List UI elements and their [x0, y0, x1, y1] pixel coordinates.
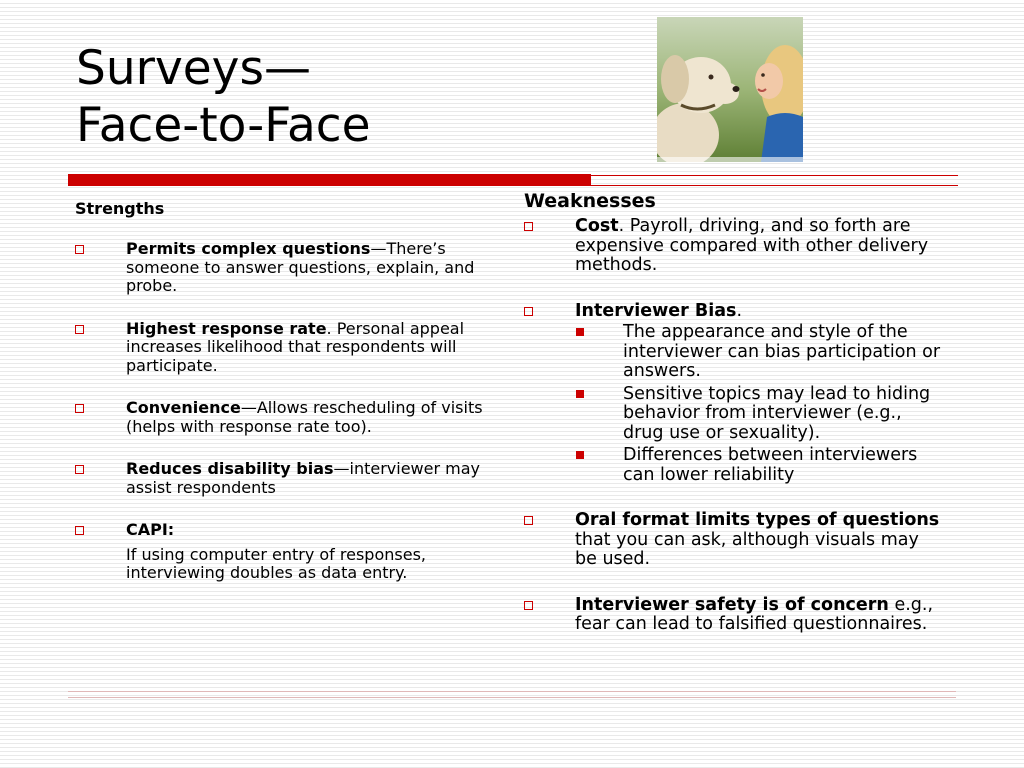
footer-divider-bottom [68, 697, 956, 698]
filled-square-bullet-icon [576, 451, 584, 459]
weakness-item [524, 596, 944, 635]
weakness-subitem [575, 446, 944, 485]
weaknesses-list [524, 217, 944, 635]
hollow-square-bullet-icon [75, 245, 84, 254]
strength-item [75, 399, 495, 436]
weakness-item [524, 217, 944, 276]
weakness-item-bold: Interviewer safety is of concern [575, 594, 889, 615]
strength-item-bold: Reduces disability bias [126, 459, 334, 478]
filled-square-bullet-icon [576, 390, 584, 398]
strength-item-text: . Personal appeal increases likelihood that respondents will participate. [126, 318, 465, 375]
interviewer-bias-sublist [575, 323, 944, 485]
weakness-subitem [575, 385, 944, 444]
weakness-item-bold: Interviewer Bias [575, 300, 737, 321]
strength-item-bold: Convenience [126, 398, 241, 417]
weakness-item [524, 302, 944, 486]
strength-item-bold: CAPI: [126, 520, 175, 539]
strengths-column [75, 198, 495, 583]
hollow-square-bullet-icon [75, 526, 84, 535]
title-line-1: Surveys— [76, 41, 311, 96]
hollow-square-bullet-icon [75, 465, 84, 474]
weakness-subitem-text: Differences between interviewers can lower reliability [623, 445, 918, 485]
hollow-square-bullet-icon [524, 516, 533, 525]
weakness-item-text: . [736, 300, 743, 321]
title-divider-line-top [591, 175, 958, 176]
weakness-item-text: . Payroll, driving, and so forth are expensive compared with other delivery methods. [575, 216, 929, 275]
filled-square-bullet-icon [576, 328, 584, 336]
strength-item [75, 320, 495, 376]
strengths-heading: Strengths [75, 199, 165, 218]
hollow-square-bullet-icon [524, 222, 533, 231]
hollow-square-bullet-icon [75, 325, 84, 334]
weakness-item-text: that you can ask, although visuals may be used. [575, 529, 919, 569]
hollow-square-bullet-icon [524, 307, 533, 316]
hollow-square-bullet-icon [75, 404, 84, 413]
strength-item [75, 460, 495, 497]
weakness-item-text: e.g., fear can lead to falsified questionnaires. [575, 594, 934, 634]
slide-title [76, 40, 371, 154]
strength-item-bold: Highest response rate [126, 318, 327, 338]
strength-item [75, 521, 495, 583]
weakness-subitem-text: The appearance and style of the interviewer can bias participation or answers. [623, 322, 941, 381]
title-line-2: Face-to-Face [76, 98, 371, 153]
dog-and-girl-photo [657, 17, 803, 162]
hollow-square-bullet-icon [524, 601, 533, 610]
weakness-subitem [575, 323, 944, 382]
strength-item-text: —There’s someone to answer questions, explain, and probe. [126, 239, 475, 295]
weakness-subitem-text: Sensitive topics may lead to hiding behavior from interviewer (e.g., drug use or sexuality). [623, 383, 931, 443]
weakness-item-bold: Oral format limits types of questions [575, 510, 940, 530]
strength-item-bold: Permits complex questions [126, 239, 371, 258]
strength-item-text: —interviewer may assist respondents [126, 459, 481, 497]
strength-item-detail: If using computer entry of responses, interviewing doubles as data entry. [126, 544, 426, 582]
strengths-list [75, 240, 495, 583]
weaknesses-heading: Weaknesses [524, 190, 656, 212]
title-divider-bar [68, 174, 591, 186]
weakness-item [524, 511, 944, 570]
weaknesses-column [524, 188, 944, 635]
weakness-item-bold: Cost [575, 216, 619, 236]
strength-item [75, 240, 495, 296]
strength-item-text: —Allows rescheduling of visits (helps with response rate too). [126, 398, 483, 436]
footer-divider-top [68, 691, 956, 692]
title-divider-line-bottom [591, 185, 958, 186]
